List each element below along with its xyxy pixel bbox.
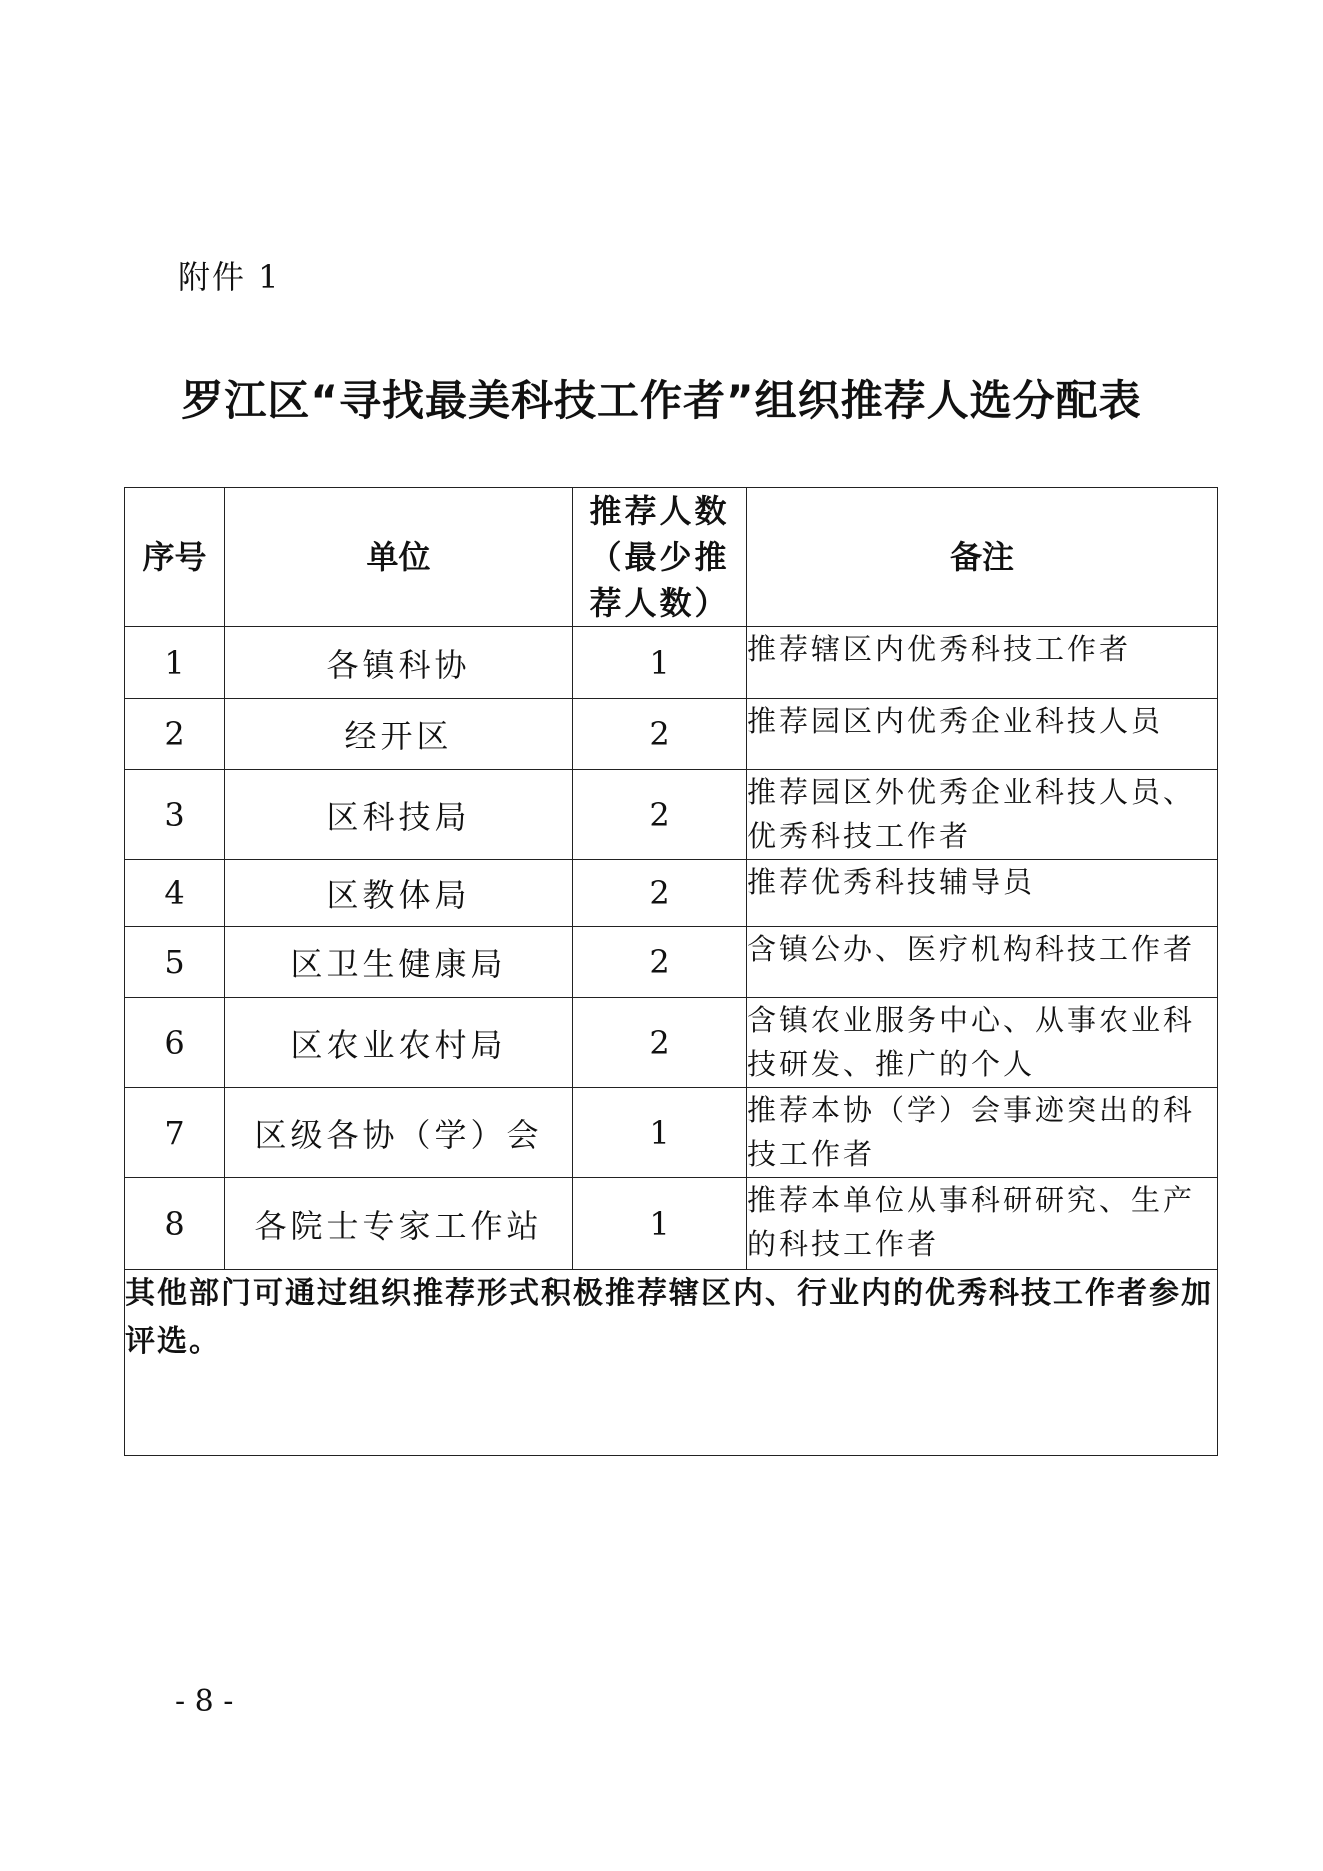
page-number: - 8 - xyxy=(175,1684,234,1719)
table-row xyxy=(125,998,1218,1088)
table-footer-note: 其他部门可通过组织推荐形式积极推荐辖区内、行业内的优秀科技工作者参加评选。 xyxy=(125,1270,1218,1456)
row-count: 1 xyxy=(573,627,747,699)
table-row xyxy=(125,860,1218,927)
row-note: 推荐本单位从事科研研究、生产的科技工作者 xyxy=(747,1178,1218,1270)
row-seq: 7 xyxy=(125,1088,225,1178)
row-count: 2 xyxy=(573,998,747,1088)
row-note: 推荐园区内优秀企业科技人员 xyxy=(747,699,1218,770)
table-header-row xyxy=(125,488,1218,627)
row-unit: 经开区 xyxy=(225,699,573,770)
row-count: 1 xyxy=(573,1088,747,1178)
row-seq: 5 xyxy=(125,927,225,998)
table-row xyxy=(125,699,1218,770)
row-seq: 4 xyxy=(125,860,225,927)
header-seq: 序号 xyxy=(125,488,225,627)
header-unit: 单位 xyxy=(225,488,573,627)
header-count: 推荐人数（最少推荐人数） xyxy=(573,488,747,627)
row-seq: 1 xyxy=(125,627,225,699)
table-row xyxy=(125,1178,1218,1270)
row-unit: 区教体局 xyxy=(225,860,573,927)
row-unit: 区农业农村局 xyxy=(225,998,573,1088)
row-note: 推荐本协（学）会事迹突出的科技工作者 xyxy=(747,1088,1218,1178)
row-seq: 6 xyxy=(125,998,225,1088)
allocation-table xyxy=(124,487,1218,1456)
row-count: 2 xyxy=(573,699,747,770)
table-footer-row xyxy=(125,1270,1218,1456)
row-note: 含镇公办、医疗机构科技工作者 xyxy=(747,927,1218,998)
row-note: 推荐园区外优秀企业科技人员、优秀科技工作者 xyxy=(747,770,1218,860)
row-note: 推荐优秀科技辅导员 xyxy=(747,860,1218,927)
row-unit: 区卫生健康局 xyxy=(225,927,573,998)
row-note: 含镇农业服务中心、从事农业科技研发、推广的个人 xyxy=(747,998,1218,1088)
row-seq: 3 xyxy=(125,770,225,860)
row-unit: 各镇科协 xyxy=(225,627,573,699)
row-unit: 区级各协（学）会 xyxy=(225,1088,573,1178)
table-row xyxy=(125,627,1218,699)
row-count: 2 xyxy=(573,927,747,998)
row-note: 推荐辖区内优秀科技工作者 xyxy=(747,627,1218,699)
row-unit: 区科技局 xyxy=(225,770,573,860)
row-count: 2 xyxy=(573,860,747,927)
table-row xyxy=(125,927,1218,998)
document-title: 罗江区“寻找最美科技工作者”组织推荐人选分配表 xyxy=(181,376,1142,425)
header-note: 备注 xyxy=(747,488,1218,627)
attachment-label: 附件 1 xyxy=(178,258,281,296)
row-seq: 2 xyxy=(125,699,225,770)
table-row xyxy=(125,1088,1218,1178)
row-count: 1 xyxy=(573,1178,747,1270)
table-row xyxy=(125,770,1218,860)
row-seq: 8 xyxy=(125,1178,225,1270)
row-count: 2 xyxy=(573,770,747,860)
row-unit: 各院士专家工作站 xyxy=(225,1178,573,1270)
